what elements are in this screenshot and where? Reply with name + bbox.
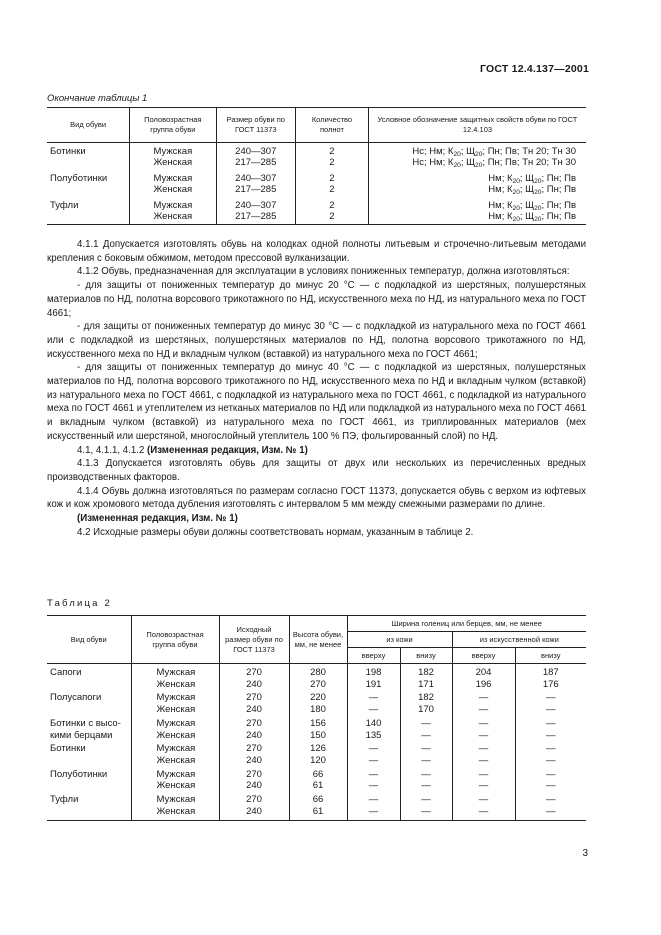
table1-header-cell: Половозрастная группа обуви bbox=[130, 108, 216, 143]
table2-cell-a-bottom: 187 bbox=[515, 664, 586, 679]
table2-cell-l-bottom: — bbox=[400, 806, 452, 821]
table2-cell-type: Полусапоги bbox=[47, 690, 131, 704]
table2-cell-type bbox=[47, 704, 131, 716]
table1-row bbox=[47, 157, 586, 168]
table1-row bbox=[47, 211, 586, 225]
table2-cell-height: 280 bbox=[289, 664, 347, 679]
table1-cell-count: 2 bbox=[296, 184, 369, 195]
table1-header-cell: Условное обозначение защитных свойств обуви по ГОСТ 12.4.103 bbox=[368, 108, 586, 143]
table1-cell-size: 240—307 bbox=[216, 196, 296, 211]
table1-cell-group: Женская bbox=[130, 184, 216, 195]
table1-cell-size: 217—285 bbox=[216, 211, 296, 225]
table1-cell-count: 2 bbox=[296, 143, 369, 158]
standard-code-header: ГОСТ 12.4.137—2001 bbox=[480, 63, 589, 75]
table2-cell-l-top: — bbox=[347, 690, 400, 704]
table1-caption: Окончание таблицы 1 bbox=[47, 93, 148, 104]
table2 bbox=[47, 615, 586, 821]
table2-cell-l-bottom: — bbox=[400, 730, 452, 742]
table2-cell-type bbox=[47, 806, 131, 821]
table1-cell-type: Полуботинки bbox=[47, 169, 130, 184]
table2-header-top: вверху bbox=[452, 648, 515, 664]
table1-cell-count: 2 bbox=[296, 169, 369, 184]
table2-cell-height: 66 bbox=[289, 767, 347, 781]
table2-header-bottom: внизу bbox=[515, 648, 586, 664]
table2-cell-l-top: 135 bbox=[347, 730, 400, 742]
table1-cell-designation: Нм; $К_{20}$; $Щ_{20}$; Пн; Пв bbox=[368, 196, 586, 211]
table2-cell-a-top: — bbox=[452, 741, 515, 755]
table2-cell-l-bottom: — bbox=[400, 767, 452, 781]
table2-cell-size: 240 bbox=[219, 755, 289, 767]
table2-cell-a-bottom: — bbox=[515, 767, 586, 781]
table2-cell-a-top: — bbox=[452, 806, 515, 821]
table2-row bbox=[47, 730, 586, 742]
table2-cell-l-bottom: — bbox=[400, 741, 452, 755]
table2-cell-l-bottom: 170 bbox=[400, 704, 452, 716]
table2-cell-a-top: — bbox=[452, 767, 515, 781]
table2-cell-height: 150 bbox=[289, 730, 347, 742]
table1-cell-count: 2 bbox=[296, 157, 369, 168]
table1 bbox=[47, 107, 586, 225]
table2-cell-type: Полуботинки bbox=[47, 767, 131, 781]
table2-cell-a-bottom: — bbox=[515, 690, 586, 704]
table2-cell-group: Мужская bbox=[131, 690, 219, 704]
table2-header-bottom: внизу bbox=[400, 648, 452, 664]
table2-cell-size: 240 bbox=[219, 704, 289, 716]
table2-header-group: Половозрастная группа обуви bbox=[131, 616, 219, 664]
table2-cell-type: Ботинки с высо- bbox=[47, 716, 131, 730]
paragraph-prefix: 4.1, 4.1.1, 4.1.2 bbox=[77, 444, 148, 456]
table1-cell-size: 240—307 bbox=[216, 143, 296, 158]
table2-cell-size: 270 bbox=[219, 664, 289, 679]
table2-cell-type: кими берцами bbox=[47, 730, 131, 742]
table2-row bbox=[47, 679, 586, 691]
table1-cell-size: 217—285 bbox=[216, 157, 296, 168]
table2-cell-size: 240 bbox=[219, 806, 289, 821]
table2-cell-height: 61 bbox=[289, 806, 347, 821]
table2-cell-group: Женская bbox=[131, 679, 219, 691]
paragraph: - для защиты от пониженных температур до минус 30 °С — с подкладкой из натурального меха по ГОСТ 4661 или с подкладкой из шерстяных, полушерстяных материалов по НД, полотна ворсового трикотажного по НД, искусственного меха по НД и вкладным чулком (вставкой) из натурального меха по ГОСТ 4661; bbox=[47, 321, 586, 360]
table2-row bbox=[47, 664, 586, 679]
paragraph: 4.1.4 Обувь должна изготовляться по размерам согласно ГОСТ 11373, допускается обувь с верхом из юфтевых кож и кож хромового метода дубления изготовлять с интервалом 5 мм между смежными размерами по длине. bbox=[47, 485, 586, 511]
table2-header-type: Вид обуви bbox=[47, 616, 131, 664]
table1-header-cell: Вид обуви bbox=[47, 108, 130, 143]
table2-row bbox=[47, 780, 586, 792]
table2-cell-a-bottom: — bbox=[515, 755, 586, 767]
table1-cell-group: Мужская bbox=[130, 169, 216, 184]
table2-cell-a-bottom: — bbox=[515, 780, 586, 792]
table1-cell-type: Ботинки bbox=[47, 143, 130, 158]
table2-header-size: Исходный размер обуви по ГОСТ 11373 bbox=[219, 616, 289, 664]
table2-row bbox=[47, 704, 586, 716]
table1-row bbox=[47, 169, 586, 184]
table2-cell-a-top: 204 bbox=[452, 664, 515, 679]
table1-header-row bbox=[47, 108, 586, 143]
table2-header-row bbox=[47, 616, 586, 632]
table2-cell-l-bottom: — bbox=[400, 716, 452, 730]
table2-row bbox=[47, 741, 586, 755]
paragraph bbox=[47, 444, 586, 458]
table2-cell-l-bottom: — bbox=[400, 792, 452, 806]
table2-cell-size: 240 bbox=[219, 730, 289, 742]
paragraph: - для защиты от пониженных температур до минус 40 °С — с подкладкой из шерстяных, полушерстяных материалов по НД, полотна ворсового трикотажного по НД, искусственного меха по НД и вкладным чулком (вставкой) из натурального меха по ГОСТ 4661, с подкладкой из натурального меха по ГОСТ 4661, с подкладкой из натурального меха по ГОСТ 4661 и утеплителем из нетканых материалов по НД или подкладкой из натурального меха по ГОСТ 4661 и вкладным чулком (вставкой) из натурального меха по ГОСТ 4661, из триплированных материалов (мех искусственный или шерстяной, многослойный утеплитель 100 % ПЭ, фольгированный слой) по НД. bbox=[47, 362, 586, 442]
table2-row bbox=[47, 806, 586, 821]
table2-cell-l-top: — bbox=[347, 767, 400, 781]
table2-cell-l-top: 140 bbox=[347, 716, 400, 730]
table2-cell-l-bottom: — bbox=[400, 780, 452, 792]
table2-row bbox=[47, 755, 586, 767]
table2-cell-type: Ботинки bbox=[47, 741, 131, 755]
table1-cell-designation: Нм; $К_{20}$; $Щ_{20}$; Пн; Пв bbox=[368, 169, 586, 184]
paragraph: 4.2 Исходные размеры обуви должны соответствовать нормам, указанным в таблице 2. bbox=[77, 526, 474, 538]
table1-cell-designation: Нс; Нм; $К_{20}$; $Щ_{20}$; Пн; Пв; Тн 20; Тн 30 bbox=[368, 157, 586, 168]
table2-cell-l-top: 191 bbox=[347, 679, 400, 691]
table2-cell-size: 270 bbox=[219, 767, 289, 781]
table1-cell-group: Женская bbox=[130, 211, 216, 225]
table2-header-height: Высота обуви, мм, не менее bbox=[289, 616, 347, 664]
table2-row bbox=[47, 716, 586, 730]
table1-cell-type bbox=[47, 157, 130, 168]
table2-cell-height: 270 bbox=[289, 679, 347, 691]
table1-row bbox=[47, 143, 586, 158]
table2-cell-size: 270 bbox=[219, 792, 289, 806]
table1-cell-designation: Нс; Нм; $К_{20}$; $Щ_{20}$; Пн; Пв; Тн 20; Тн 30 bbox=[368, 143, 586, 158]
table2-cell-group: Мужская bbox=[131, 767, 219, 781]
table1-cell-group: Женская bbox=[130, 157, 216, 168]
table2-cell-size: 270 bbox=[219, 690, 289, 704]
table2-row bbox=[47, 690, 586, 704]
table2-cell-a-top: — bbox=[452, 755, 515, 767]
table2-cell-a-bottom: — bbox=[515, 792, 586, 806]
table2-cell-a-top: — bbox=[452, 780, 515, 792]
table2-cell-l-bottom: 182 bbox=[400, 690, 452, 704]
paragraph: 4.1.3 Допускается изготовлять обувь для защиты от двух или нескольких из перечисленных вредных производственных факторов. bbox=[47, 458, 586, 483]
table2-cell-group: Мужская bbox=[131, 792, 219, 806]
table2-cell-group: Женская bbox=[131, 730, 219, 742]
page-number: 3 bbox=[582, 848, 588, 859]
table2-header-width: Ширина голениц или берцев, мм, не менее bbox=[347, 616, 586, 632]
table2-cell-l-bottom: 182 bbox=[400, 664, 452, 679]
table1-cell-group: Мужская bbox=[130, 143, 216, 158]
table1-cell-size: 240—307 bbox=[216, 169, 296, 184]
table2-cell-l-top: 198 bbox=[347, 664, 400, 679]
table1-header-cell: Размер обуви по ГОСТ 11373 bbox=[216, 108, 296, 143]
table2-header-leather: из кожи bbox=[347, 632, 452, 648]
table2-cell-group: Мужская bbox=[131, 741, 219, 755]
table1-row bbox=[47, 184, 586, 195]
table2-cell-l-top: — bbox=[347, 780, 400, 792]
table2-cell-height: 66 bbox=[289, 792, 347, 806]
paragraph: 4.1.2 Обувь, предназначенная для эксплуатации в условиях пониженных температур, должна изготовляться: bbox=[77, 266, 570, 278]
table2-cell-group: Женская bbox=[131, 704, 219, 716]
table2-cell-group: Женская bbox=[131, 755, 219, 767]
table2-cell-height: 156 bbox=[289, 716, 347, 730]
table2-cell-l-top: — bbox=[347, 792, 400, 806]
table1-header-cell: Количество полнот bbox=[296, 108, 369, 143]
table2-cell-l-top: — bbox=[347, 755, 400, 767]
table2-cell-l-bottom: 171 bbox=[400, 679, 452, 691]
table2-cell-a-top: — bbox=[452, 690, 515, 704]
amendment-note: (Измененная редакция, Изм. № 1) bbox=[147, 444, 308, 456]
table2-cell-a-bottom: — bbox=[515, 704, 586, 716]
paragraph: 4.1.1 Допускается изготовлять обувь на колодках одной полноты литьевым и строчечно-литьевым методами крепления с боковым обжимом, методом прессовой вулканизации. bbox=[47, 239, 586, 264]
table2-row bbox=[47, 792, 586, 806]
table2-cell-type bbox=[47, 780, 131, 792]
table2-cell-height: 120 bbox=[289, 755, 347, 767]
table2-cell-a-top: — bbox=[452, 792, 515, 806]
table2-cell-a-top: — bbox=[452, 730, 515, 742]
table2-cell-a-bottom: — bbox=[515, 741, 586, 755]
table1-cell-type bbox=[47, 184, 130, 195]
table1-cell-designation: Нм; $К_{20}$; $Щ_{20}$; Пн; Пв bbox=[368, 184, 586, 195]
table2-cell-type bbox=[47, 679, 131, 691]
table2-cell-l-top: — bbox=[347, 806, 400, 821]
table2-cell-group: Мужская bbox=[131, 664, 219, 679]
table2-header-artificial: из искусственной кожи bbox=[452, 632, 586, 648]
table1-cell-count: 2 bbox=[296, 196, 369, 211]
table2-cell-a-bottom: — bbox=[515, 806, 586, 821]
table2-cell-size: 270 bbox=[219, 716, 289, 730]
table2-cell-a-bottom: — bbox=[515, 730, 586, 742]
table2-row bbox=[47, 767, 586, 781]
table2-cell-a-bottom: — bbox=[515, 716, 586, 730]
table2-cell-size: 270 bbox=[219, 741, 289, 755]
table2-cell-type: Туфли bbox=[47, 792, 131, 806]
table2-cell-group: Женская bbox=[131, 806, 219, 821]
paragraph: - для защиты от пониженных температур до минус 20 °С — с подкладкой из шерстяных, полушерстяных материалов по НД, полотна ворсового трикотажного по НД, искусственного меха по НД, из натурального меха по ГОСТ 4661; bbox=[47, 280, 586, 319]
table2-cell-group: Мужская bbox=[131, 716, 219, 730]
table2-cell-a-top: 196 bbox=[452, 679, 515, 691]
table2-cell-a-top: — bbox=[452, 704, 515, 716]
table2-cell-height: 220 bbox=[289, 690, 347, 704]
table2-cell-group: Женская bbox=[131, 780, 219, 792]
table1-cell-group: Мужская bbox=[130, 196, 216, 211]
table2-cell-height: 180 bbox=[289, 704, 347, 716]
table1-cell-type bbox=[47, 211, 130, 225]
amendment-note: (Измененная редакция, Изм. № 1) bbox=[77, 513, 238, 525]
table2-header-top: вверху bbox=[347, 648, 400, 664]
table2-cell-a-bottom: 176 bbox=[515, 679, 586, 691]
table1-cell-type: Туфли bbox=[47, 196, 130, 211]
table2-cell-size: 240 bbox=[219, 780, 289, 792]
table2-cell-l-top: — bbox=[347, 704, 400, 716]
table1-cell-count: 2 bbox=[296, 211, 369, 225]
table2-cell-type: Сапоги bbox=[47, 664, 131, 679]
table2-cell-height: 61 bbox=[289, 780, 347, 792]
table2-cell-size: 240 bbox=[219, 679, 289, 691]
table1-cell-designation: Нм; $К_{20}$; $Щ_{20}$; Пн; Пв bbox=[368, 211, 586, 225]
table2-cell-l-bottom: — bbox=[400, 755, 452, 767]
table1-cell-size: 217—285 bbox=[216, 184, 296, 195]
table2-cell-type bbox=[47, 755, 131, 767]
table2-cell-height: 126 bbox=[289, 741, 347, 755]
table1-row bbox=[47, 196, 586, 211]
table2-cell-a-top: — bbox=[452, 716, 515, 730]
document-body bbox=[47, 238, 586, 539]
table2-caption: Таблица 2 bbox=[47, 598, 112, 609]
table2-cell-l-top: — bbox=[347, 741, 400, 755]
